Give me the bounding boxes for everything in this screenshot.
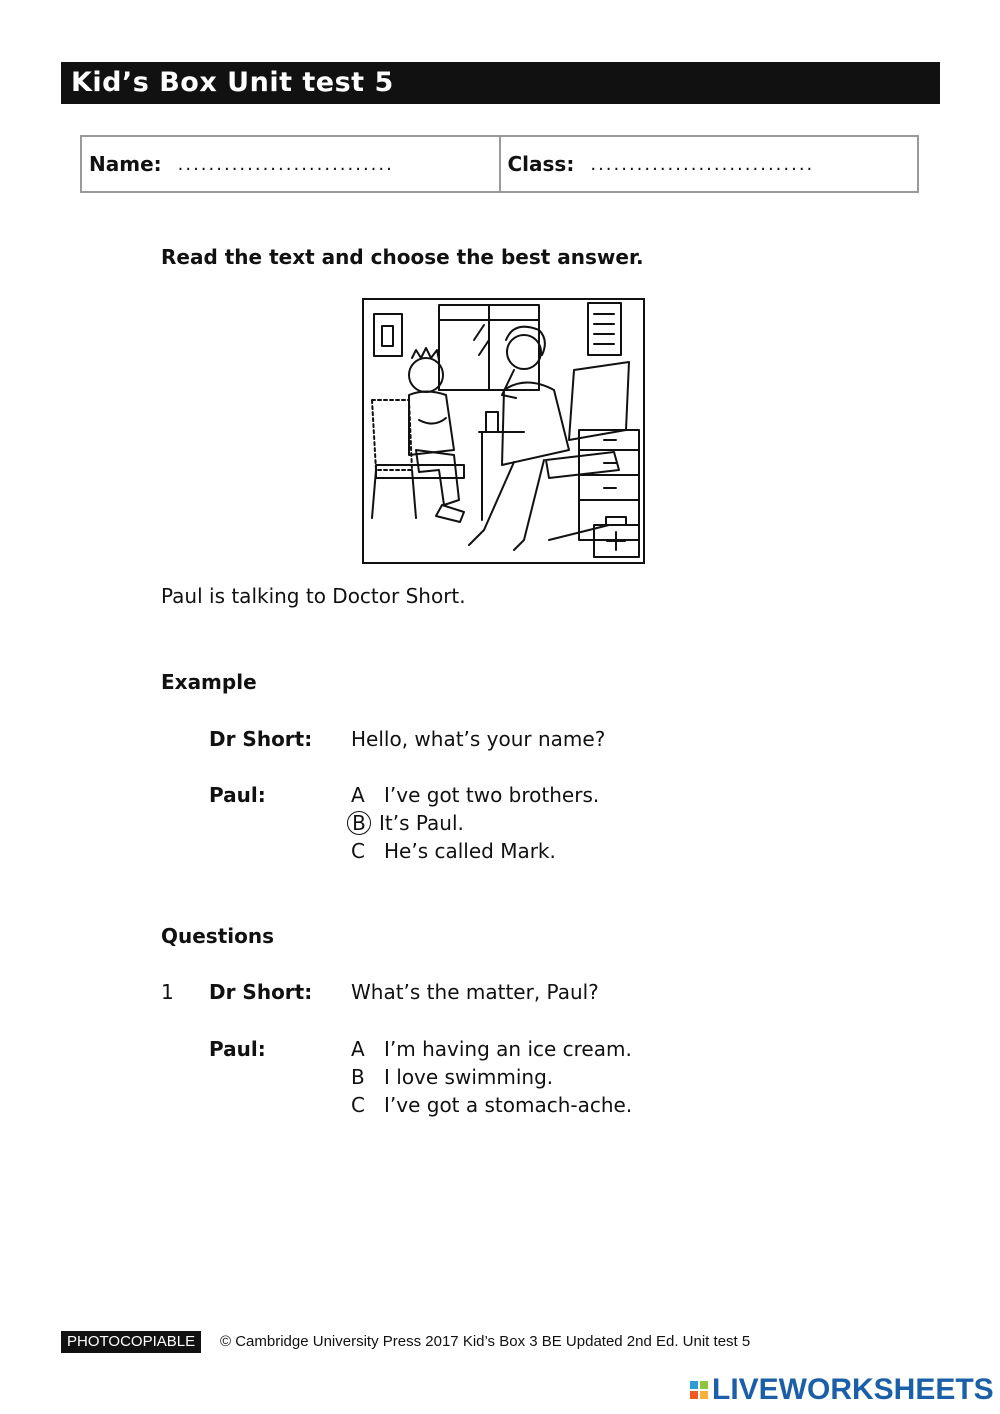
class-dots: ............................. [590, 153, 815, 175]
name-dots: ............................ [177, 153, 394, 175]
example-option-b[interactable] [351, 809, 464, 837]
q1-speaker-paul: Paul: [209, 1037, 266, 1061]
doctor-office-illustration [362, 298, 645, 564]
option-text: I’ve got a stomach-ache. [384, 1093, 633, 1117]
test-title: Kid’s Box Unit test 5 [61, 62, 940, 104]
q1-speaker-dr-short: Dr Short: [209, 980, 313, 1004]
q1-option-b[interactable] [351, 1063, 553, 1091]
class-label: Class: [507, 152, 575, 176]
example-heading: Example [161, 670, 257, 694]
example-option-c[interactable] [351, 837, 556, 865]
instruction: Read the text and choose the best answer. [161, 245, 644, 269]
liveworksheets-logo[interactable] [690, 1373, 994, 1407]
option-letter: C [351, 1093, 365, 1117]
option-text: I’m having an ice cream. [384, 1037, 632, 1061]
selected-answer-circle: B [347, 811, 371, 835]
class-cell[interactable] [499, 137, 918, 191]
q1-option-c[interactable] [351, 1091, 632, 1119]
photocopiable-badge: PHOTOCOPIABLE [61, 1331, 201, 1353]
questions-heading: Questions [161, 924, 275, 948]
option-letter: B [351, 1065, 365, 1089]
option-letter: C [351, 839, 365, 863]
example-speaker-paul: Paul: [209, 783, 266, 807]
option-text: It’s Paul. [379, 811, 464, 835]
q1-option-a[interactable] [351, 1035, 632, 1063]
option-text: I love swimming. [384, 1065, 554, 1089]
option-text: He’s called Mark. [384, 839, 556, 863]
example-speaker-dr-short: Dr Short: [209, 727, 313, 751]
option-letter: A [351, 783, 365, 807]
question-number: 1 [161, 980, 174, 1004]
example-question: Hello, what’s your name? [351, 727, 606, 751]
copyright-text: © Cambridge University Press 2017 Kid’s Box 3 BE Updated 2nd Ed. Unit test 5 [220, 1333, 751, 1350]
intro-text: Paul is talking to Doctor Short. [161, 584, 466, 608]
option-letter: A [351, 1037, 365, 1061]
liveworksheets-brand-name: LIVEWORKSHEETS [712, 1373, 994, 1406]
student-info-box [80, 135, 919, 193]
name-cell[interactable] [82, 137, 499, 191]
option-text: I’ve got two brothers. [384, 783, 600, 807]
example-option-a[interactable] [351, 781, 599, 809]
name-label: Name: [89, 152, 162, 176]
liveworksheets-logo-icon [690, 1381, 708, 1399]
doctor-office-drawing [364, 300, 643, 562]
q1-question: What’s the matter, Paul? [351, 980, 599, 1004]
